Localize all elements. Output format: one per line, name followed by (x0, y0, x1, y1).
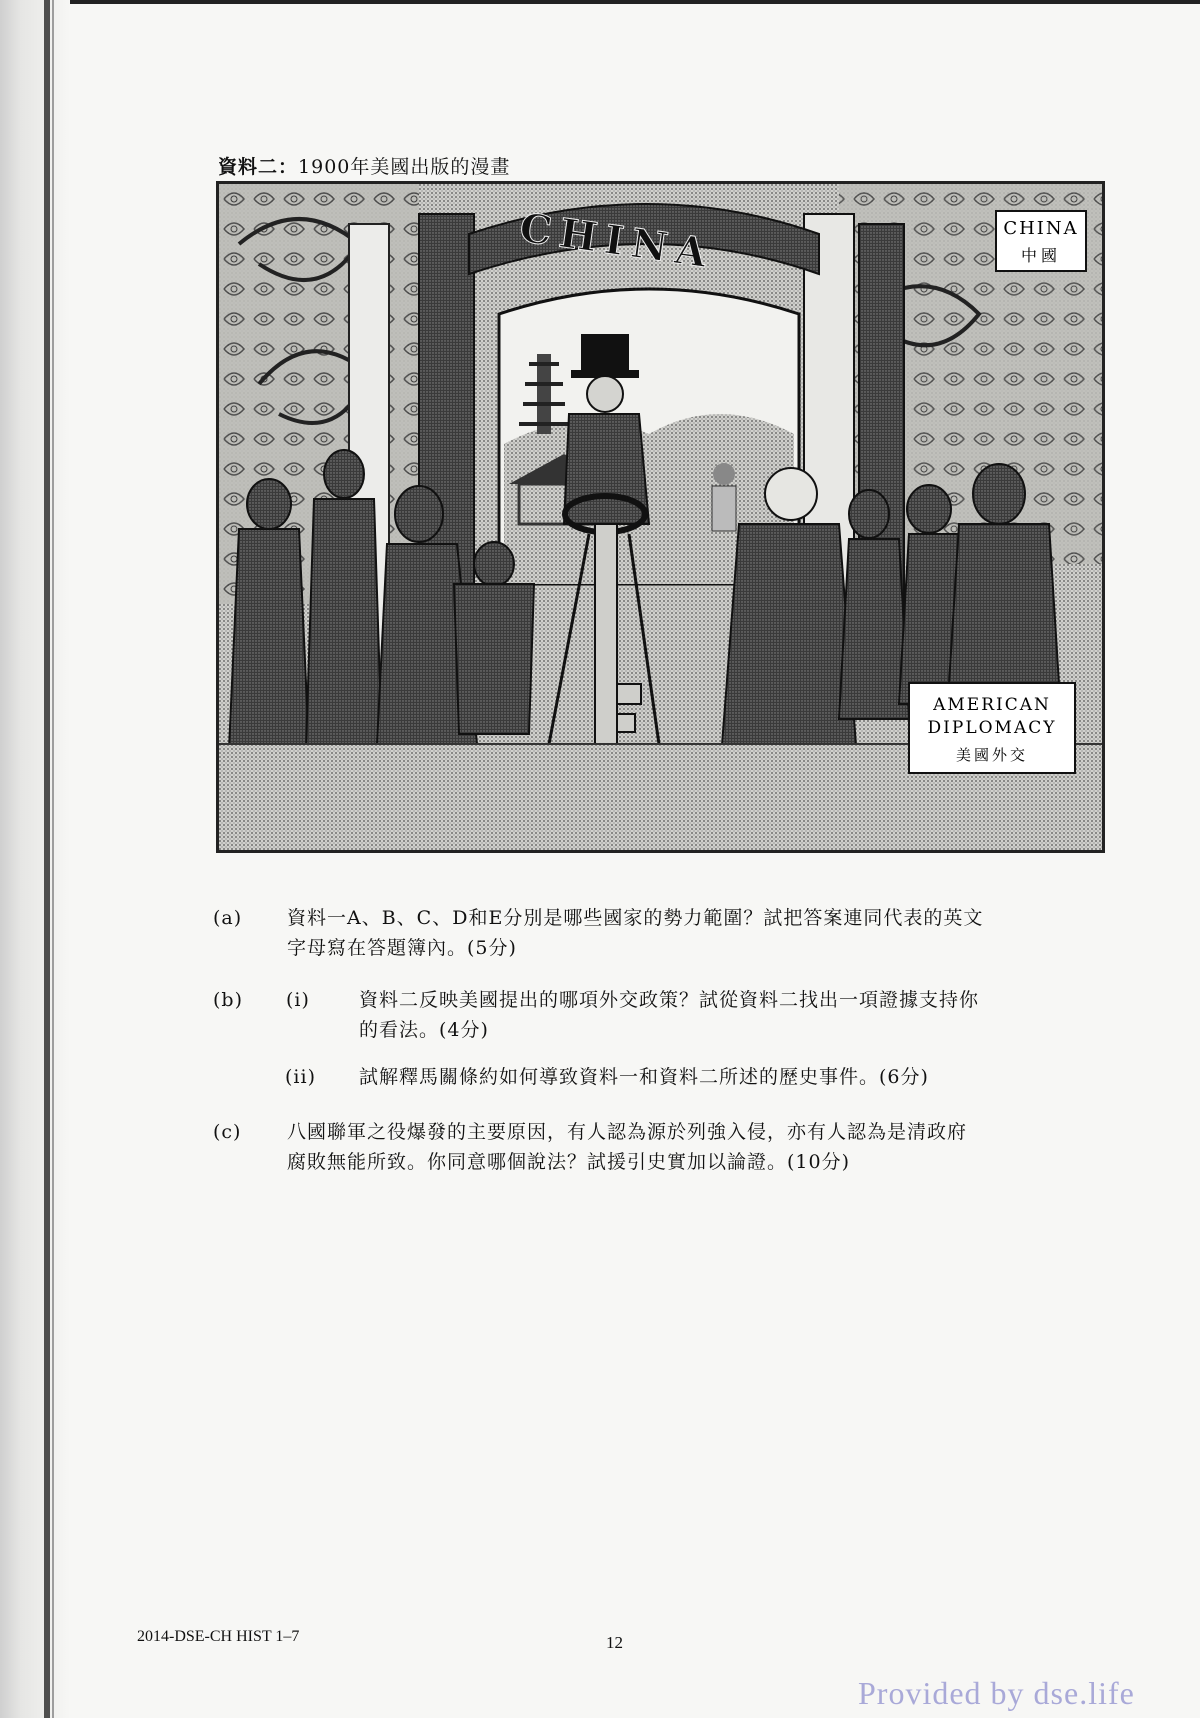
caption-china (995, 210, 1087, 272)
arch-title-text: CHINA (516, 204, 718, 278)
scan-binding-line-thin (52, 0, 54, 1718)
question-c-line1: 八國聯軍之役爆發的主要原因，有人認為源於列強入侵，亦有人認為是清政府 (287, 1121, 968, 1143)
caption-china-en: CHINA (1003, 218, 1079, 239)
page-number: 12 (606, 1633, 623, 1652)
question-c-line2: 腐敗無能所致。你同意哪個說法？試援引史實加以論證。(10分) (287, 1151, 851, 1173)
question-b (213, 985, 1113, 1125)
question-b-label: (b) (213, 989, 243, 1011)
source-title (218, 152, 510, 179)
scan-binding-line (44, 0, 50, 1718)
paper-code: 2014-DSE-CH HIST 1–7 (137, 1628, 300, 1645)
question-a-label: (a) (213, 907, 243, 929)
cartoon-image (216, 181, 1105, 853)
source-label: 資料二： (218, 156, 299, 178)
caption-china-zh: 中國 (1020, 246, 1061, 265)
scan-top-edge (0, 0, 1200, 4)
caption-diplomacy-en-line2: DIPLOMACY (927, 718, 1057, 738)
question-a-line1: 資料一A、B、C、D和E分別是哪些國家的勢力範圍？試把答案連同代表的英文 (287, 907, 984, 929)
question-c-label: (c) (213, 1121, 242, 1143)
question-b-i-label: (i) (286, 989, 310, 1011)
scan-left-margin (0, 0, 70, 1718)
question-a-line2: 字母寫在答題簿內。(5分) (287, 937, 517, 959)
question-b-i-line1: 資料二反映美國提出的哪項外交政策？試從資料二找出一項證據支持你 (359, 989, 980, 1011)
watermark-link[interactable]: Provided by dse.life (858, 1675, 1135, 1711)
question-c (213, 1117, 1113, 1181)
caption-american-diplomacy (908, 682, 1076, 774)
source-caption: 1900年美國出版的漫畫 (298, 156, 511, 178)
question-b-ii-label: (ii) (285, 1066, 316, 1088)
question-b-ii-line1: 試解釋馬關條約如何導致資料一和資料二所述的歷史事件。(6分) (359, 1066, 929, 1088)
caption-diplomacy-zh: 美國外交 (955, 746, 1028, 764)
question-b-i-line2: 的看法。(4分) (359, 1019, 489, 1041)
caption-diplomacy-en-line1: AMERICAN (933, 695, 1051, 715)
question-a (213, 903, 1113, 967)
